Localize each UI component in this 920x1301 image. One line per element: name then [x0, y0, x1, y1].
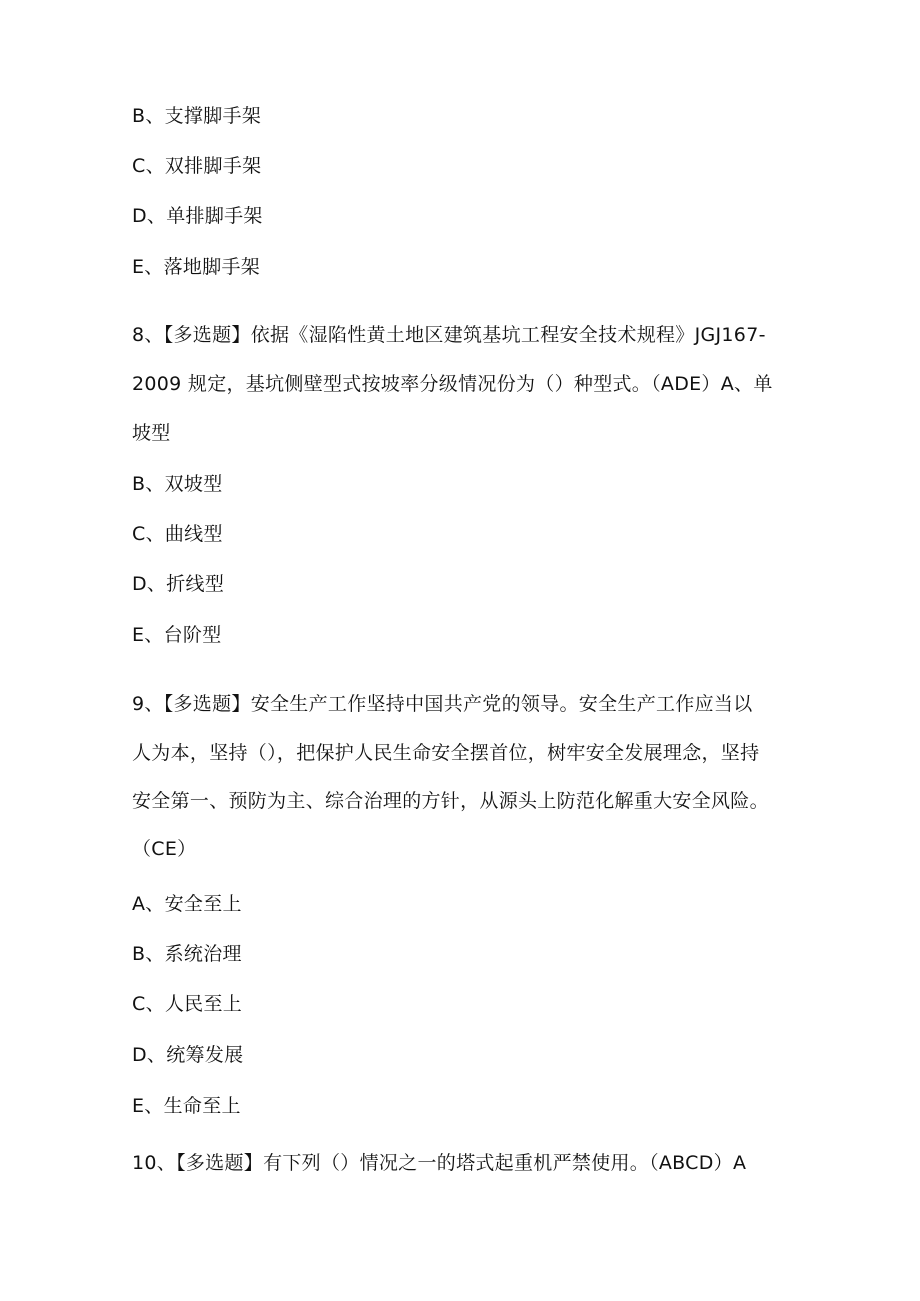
q8-option-c: C、曲线型 — [132, 523, 223, 545]
q7-option-c: C、双排脚手架 — [132, 155, 262, 177]
q8-option-e: E、台阶型 — [132, 624, 222, 646]
q7-option-b: B、支撑脚手架 — [132, 105, 262, 127]
q8-question-line-2: 2009 规定，基坑侧壁型式按坡率分级情况份为（）种型式。（ADE）A、单 — [132, 373, 773, 395]
q9-option-a: A、安全至上 — [132, 893, 242, 915]
q9-option-b: B、系统治理 — [132, 943, 242, 965]
q9-question-line-1: 9、【多选题】安全生产工作坚持中国共产党的领导。安全生产工作应当以 — [132, 693, 753, 715]
q8-option-b: B、双坡型 — [132, 473, 223, 495]
q9-option-d: D、统筹发展 — [132, 1044, 244, 1066]
q7-option-d: D、单排脚手架 — [132, 205, 263, 227]
q10-question-line-1: 10、【多选题】有下列（）情况之一的塔式起重机严禁使用。（ABCD）A — [132, 1152, 747, 1174]
q9-question-line-3: 安全第一、预防为主、综合治理的方针，从源头上防范化解重大安全风险。 — [132, 790, 769, 812]
q7-option-e: E、落地脚手架 — [132, 256, 261, 278]
q9-option-e: E、生命至上 — [132, 1095, 241, 1117]
q8-option-d: D、折线型 — [132, 573, 225, 595]
q9-question-line-4: （CE） — [132, 838, 197, 860]
q9-option-c: C、人民至上 — [132, 993, 243, 1015]
q9-question-line-2: 人为本，坚持（），把保护人民生命安全摆首位，树牢安全发展理念，坚持 — [132, 742, 760, 764]
q8-question-line-1: 8、【多选题】依据《湿陷性黄土地区建筑基坑工程安全技术规程》JGJ167- — [132, 324, 766, 346]
q8-question-line-3: 坡型 — [132, 422, 171, 444]
